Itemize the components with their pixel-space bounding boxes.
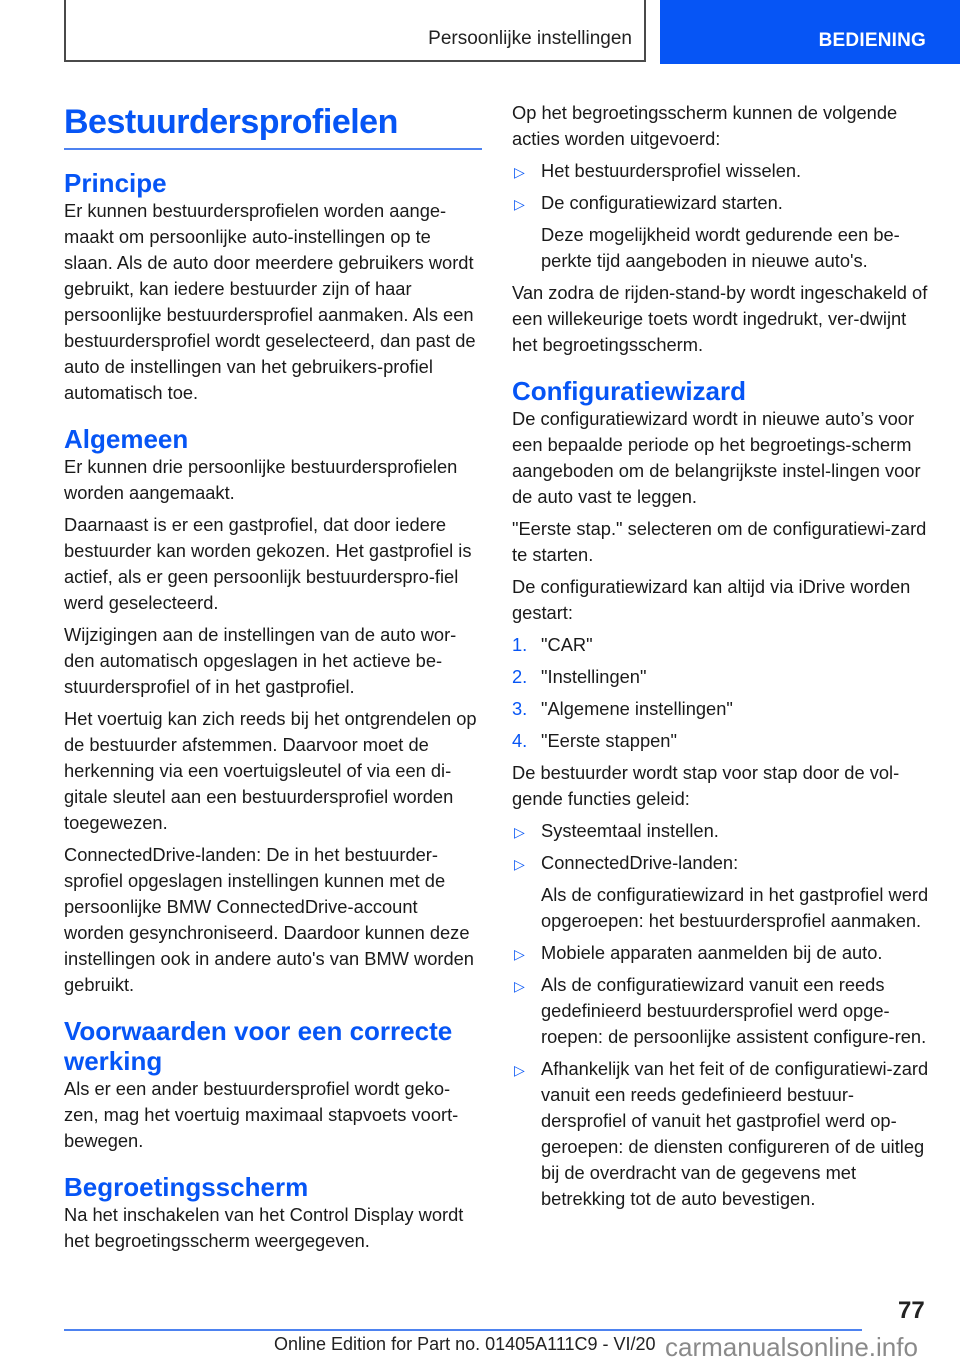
header-section-box xyxy=(64,0,646,62)
right-column xyxy=(512,100,932,1230)
section-algemeen xyxy=(64,424,482,998)
list-item: ▷ De configuratiewizard starten. Deze mogelijkheid wordt gedurende een be-perkte tijd aangeboden in nieuwe auto's. xyxy=(512,190,932,274)
left-column xyxy=(64,100,482,1272)
list-item: ▷ Systeemtaal instellen. xyxy=(512,818,932,844)
triangle-bullet-icon: ▷ xyxy=(514,856,525,872)
footer-edition: Online Edition for Part no. 01405A111C9 - VI/20 xyxy=(274,1334,656,1354)
paragraph: "Eerste stap." selecteren om de configuratiewi-zard te starten. xyxy=(512,518,927,565)
step-number: 1. xyxy=(512,634,528,655)
triangle-bullet-icon: ▷ xyxy=(514,196,525,212)
step-item: 4. "Eerste stappen" xyxy=(512,728,932,754)
triangle-bullet-icon: ▷ xyxy=(514,164,525,180)
page-title: Bestuurdersprofielen xyxy=(64,103,398,141)
header-chapter-tab xyxy=(660,0,960,64)
paragraph: Er kunnen drie persoonlijke bestuurdersprofielen worden aangemaakt. xyxy=(64,456,458,503)
paragraph: Daarnaast is er een gastprofiel, dat door iedere bestuurder kan worden gekozen. Het gastprofiel is actief, als er geen persoonlijk bestuurderspro-fiel werd geselecteerd. xyxy=(64,514,472,613)
paragraph: Het voertuig kan zich reeds bij het ontgrendelen op de bestuurder afstemmen. Daarvoor moet de herkenning via een voertuigsleutel of via een di-gitale sleutel aan een bestuurdersprofiel worden toegewezen. xyxy=(64,708,477,833)
section-heading: Voorwaarden voor een correcte werking xyxy=(64,1016,453,1076)
section-begroetingsscherm xyxy=(64,1172,482,1254)
section-heading: Principe xyxy=(64,168,167,198)
action-list xyxy=(512,158,932,274)
header-chapter-label: BEDIENING xyxy=(818,30,926,51)
paragraph: Van zodra de rijden-stand-by wordt ingeschakeld of een willekeurige toets wordt ingedrukt, ver-dwijnt het begroetingsscherm. xyxy=(512,282,928,355)
triangle-bullet-icon: ▷ xyxy=(514,824,525,840)
step-number: 3. xyxy=(512,698,528,719)
list-item: ▷ Afhankelijk van het feit of de configuratiewi-zard vanuit een reeds gedefinieerd bestuur-dersprofiel of vanuit het gastprofiel werd op-geroepen: de diensten configureren of de uitleg bij de overdracht van de gegevens met betrekking tot de auto bevestigen. xyxy=(514,1058,929,1209)
list-item: ▷ Het bestuurdersprofiel wisselen. xyxy=(512,158,932,184)
step-number: 2. xyxy=(512,666,528,687)
steps-list xyxy=(512,632,932,754)
step-item: 1. "CAR" xyxy=(512,632,932,658)
list-item-note: Deze mogelijkheid wordt gedurende een be-perkte tijd aangeboden in nieuwe auto's. xyxy=(541,224,900,271)
triangle-bullet-icon: ▷ xyxy=(514,978,525,994)
section-configuratiewizard xyxy=(512,376,932,1212)
section-heading: Configuratiewizard xyxy=(512,376,747,406)
section-voorwaarden xyxy=(64,1016,482,1154)
paragraph: Op het begroetingsscherm kunnen de volgende acties worden uitgevoerd: xyxy=(512,102,898,149)
paragraph: ConnectedDrive-landen: De in het bestuurder-sprofiel opgeslagen instellingen kunnen met de persoonlijke BMW ConnectedDrive-account worden gesynchroniseerd. Daardoor kunnen deze instellingen ook in andere auto's van BMW worden gebruikt. xyxy=(64,844,474,995)
paragraph: Als er een ander bestuurdersprofiel wordt geko-zen, mag het voertuig maximaal stapvoets voort-bewegen. xyxy=(64,1078,459,1151)
section-heading: Algemeen xyxy=(64,424,189,454)
paragraph: De configuratiewizard kan altijd via iDrive worden gestart: xyxy=(512,576,911,623)
paragraph: De bestuurder wordt stap voor stap door de vol-gende functies geleid: xyxy=(512,762,900,809)
paragraph: De configuratiewizard wordt in nieuwe auto’s voor een bepaalde periode op het begroetings-scherm aangeboden om de belangrijkste instel-lingen voor de auto vast te leggen. xyxy=(512,408,921,507)
watermark: carmanualsonline.info xyxy=(665,1332,918,1362)
list-item: ▷ ConnectedDrive-landen: Als de configuratiewizard in het gastprofiel werd opgeroepen: het bestuurdersprofiel aanmaken. xyxy=(512,850,932,934)
step-item: 3. "Algemene instellingen" xyxy=(512,696,932,722)
section-heading: Begroetingsscherm xyxy=(64,1172,309,1202)
section-principe xyxy=(64,168,482,406)
step-item: 2. "Instellingen" xyxy=(512,664,932,690)
page-number: 77 xyxy=(898,1297,925,1324)
triangle-bullet-icon: ▷ xyxy=(514,946,525,962)
title-divider xyxy=(64,148,482,150)
footer-divider xyxy=(64,1329,862,1331)
list-item-note: Als de configuratiewizard in het gastprofiel werd opgeroepen: het bestuurdersprofiel aanmaken. xyxy=(541,884,929,931)
step-number: 4. xyxy=(512,730,528,751)
list-item: ▷ Mobiele apparaten aanmelden bij de auto. xyxy=(512,940,932,966)
list-item: ▷ Als de configuratiewizard vanuit een reeds gedefinieerd bestuurdersprofiel werd opge-roepen: de persoonlijke assistent configure-ren. xyxy=(514,974,927,1047)
paragraph: Er kunnen bestuurdersprofielen worden aange-maakt om persoonlijke auto-instellingen op te slaan. Als de auto door meerdere gebruikers wordt gebruikt, kan iedere bestuurder zijn of haar persoonlijke bestuurdersprofiel aanmaken. Als een bestuurdersprofiel wordt geselecteerd, dan past de auto de instellingen van het gebruikers-profiel automatisch toe. xyxy=(64,200,476,403)
triangle-bullet-icon: ▷ xyxy=(514,1062,525,1078)
function-list xyxy=(512,818,932,1212)
header-section-label: Persoonlijke instellingen xyxy=(428,28,632,49)
paragraph: Na het inschakelen van het Control Display wordt het begroetingsscherm weergegeven. xyxy=(64,1204,464,1251)
paragraph: Wijzigingen aan de instellingen van de auto wor-den automatisch opgeslagen in het actieve be-stuurdersprofiel of in het gastprofiel. xyxy=(64,624,457,697)
